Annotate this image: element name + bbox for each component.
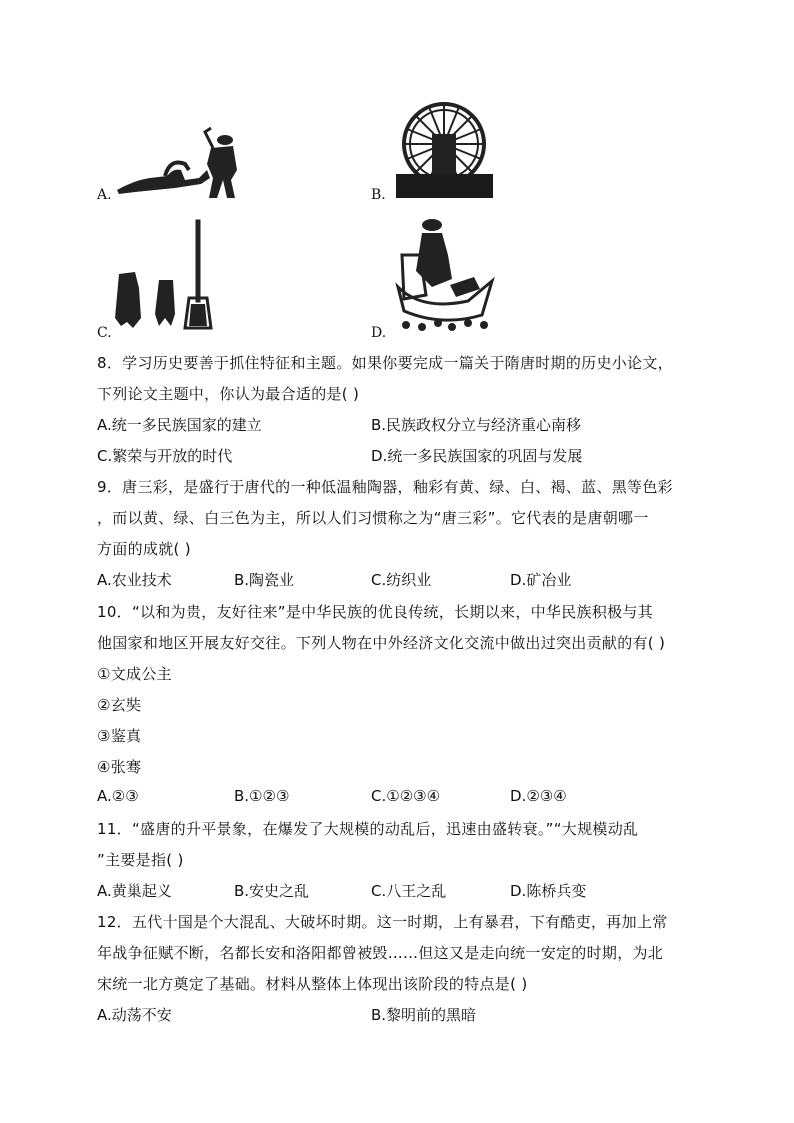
- q12-stem-line1: 12．五代十国是个大混乱、大破坏时期。这一时期，上有暴君，下有酷吏，再加上常: [97, 913, 668, 931]
- q9-stem-line2: ，而以黄、绿、白三色为主，所以人们习惯称之为“唐三彩”。它代表的是唐朝哪一: [97, 509, 649, 527]
- q9-option-b[interactable]: B.陶瓷业: [234, 571, 295, 589]
- q10-option-a[interactable]: A.②③: [97, 787, 139, 805]
- q10-option-b[interactable]: B.①②③: [234, 787, 290, 805]
- q11-option-a[interactable]: A.黄巢起义: [97, 882, 172, 900]
- q8-option-a[interactable]: A.统一多民族国家的建立: [97, 416, 262, 434]
- q12-option-a[interactable]: A.动荡不安: [97, 1006, 172, 1024]
- q12-stem-line3: 宋统一北方奠定了基础。材料从整体上体现出该阶段的特点是( ): [97, 975, 528, 993]
- q8-option-d[interactable]: D.统一多民族国家的巩固与发展: [371, 447, 583, 465]
- q10-stem-line2: 他国家和地区开展友好交往。下列人物在中外经济文化交流中做出过突出贡献的有( ): [97, 634, 666, 652]
- farm-tools-image: [113, 218, 218, 333]
- q10-stem-line1: 10．“以和为贵，友好往来”是中华民族的优良传统，长期以来，中华民族积极与其: [97, 603, 654, 621]
- q9-option-c[interactable]: C.纺织业: [371, 571, 432, 589]
- waterwheel-image: [396, 98, 493, 198]
- plough-farmer-image: [115, 118, 240, 200]
- q8-option-b[interactable]: B.民族政权分立与经济重心南移: [371, 416, 582, 434]
- q10-option-d[interactable]: D.②③④: [510, 787, 567, 805]
- q10-option-c[interactable]: C.①②③④: [371, 787, 441, 805]
- q11-stem-line1: 11．“盛唐的升平景象，在爆发了大规模的动乱后，迅速由盛转衰。”“大规模动乱: [97, 820, 639, 838]
- q11-stem-line2: ”主要是指( ): [97, 851, 184, 869]
- q8-option-c[interactable]: C.繁荣与开放的时代: [97, 447, 233, 465]
- q9-stem-line3: 方面的成就( ): [97, 540, 191, 558]
- q10-item-4: ④张骞: [97, 758, 142, 776]
- q10-item-2: ②玄奘: [97, 696, 142, 714]
- q11-option-d[interactable]: D.陈桥兵变: [510, 882, 587, 900]
- q12-stem-line2: 年战争征赋不断，名都长安和洛阳都曾被毁……但这又是走向统一安定的时期，为北: [97, 944, 664, 962]
- boat-worker-image: [392, 215, 495, 335]
- q10-item-3: ③鉴真: [97, 727, 142, 745]
- option-c-label: C.: [97, 325, 112, 341]
- q9-option-d[interactable]: D.矿冶业: [510, 571, 572, 589]
- q8-stem-line1: 8．学习历史要善于抓住特征和主题。如果你要完成一篇关于隋唐时期的历史小论文，: [97, 354, 673, 372]
- q11-option-c[interactable]: C.八王之乱: [371, 882, 447, 900]
- q11-option-b[interactable]: B.安史之乱: [234, 882, 310, 900]
- q9-stem-line1: 9．唐三彩，是盛行于唐代的一种低温釉陶器，釉彩有黄、绿、白、褐、蓝、黑等色彩: [97, 478, 673, 496]
- q8-stem-line2: 下列论文主题中，你认为最合适的是( ): [97, 385, 360, 403]
- q12-option-b[interactable]: B.黎明前的黑暗: [371, 1006, 477, 1024]
- option-d-label: D.: [371, 325, 387, 341]
- option-a-label: A.: [97, 187, 112, 203]
- q9-option-a[interactable]: A.农业技术: [97, 571, 172, 589]
- q10-item-1: ①文成公主: [97, 665, 172, 683]
- option-b-label: B.: [371, 187, 386, 203]
